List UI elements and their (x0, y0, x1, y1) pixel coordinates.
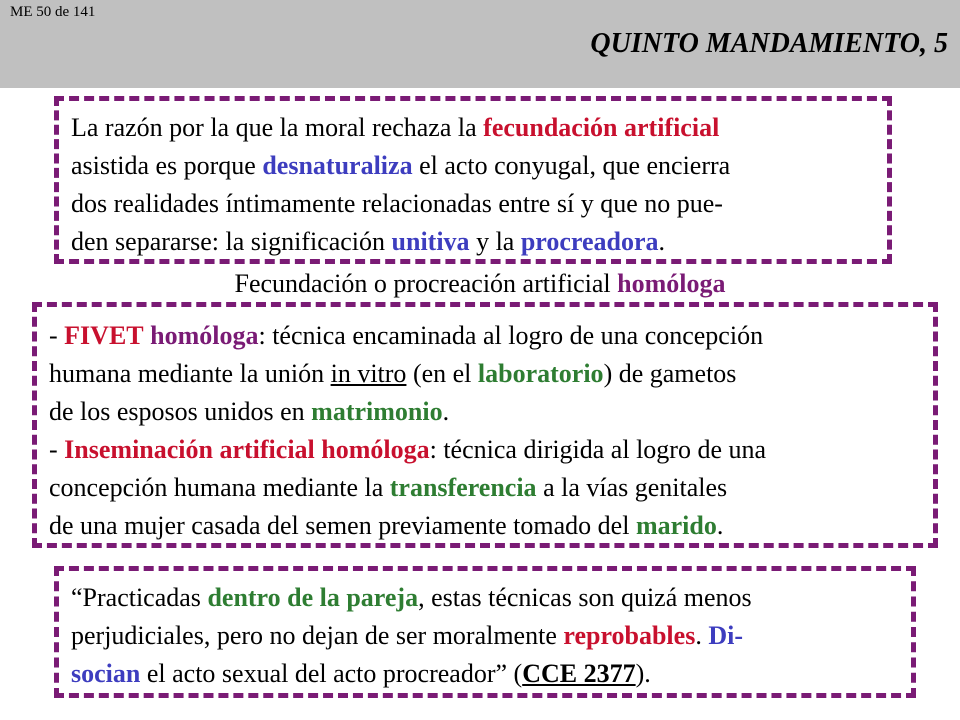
quote-box (54, 566, 916, 698)
term-marido: marido (635, 511, 717, 540)
text-line (71, 109, 887, 147)
techniques-box (32, 302, 938, 548)
text: La razón por la que la moral rechaza la (71, 113, 484, 142)
term-inseminacion-artificial: Inseminación artificial homóloga (64, 435, 430, 464)
text: : técnica encaminada al logro de una concepción (258, 321, 764, 350)
text-line (71, 223, 887, 261)
text: el acto conyugal, que encierra (412, 151, 731, 180)
term-desnaturaliza: desnaturaliza (262, 151, 413, 180)
text: , estas técnicas son quizá menos (418, 583, 752, 612)
term-fecundacion-artificial: fecundación artificial (483, 113, 720, 142)
term-dentro-de-la-pareja: dentro de la pareja (207, 583, 419, 612)
text: den separarse: la significación (71, 227, 392, 256)
text-line (49, 507, 933, 545)
term-laboratorio: laboratorio (477, 359, 604, 388)
text: el acto sexual del acto procreador” ( (140, 659, 523, 688)
text-line (49, 355, 933, 393)
term-disocian-start: Di- (708, 621, 743, 650)
text: asistida es porque (71, 151, 263, 180)
section-subtitle (0, 266, 960, 302)
citation-cce-link[interactable]: CCE 2377 (522, 659, 636, 688)
text: “Practicadas (71, 583, 208, 612)
text: . (442, 397, 450, 426)
quote-text (71, 579, 911, 693)
text: - (49, 321, 65, 350)
slide-title: QUINTO MANDAMIENTO, 5 (590, 28, 948, 59)
definition-box (54, 96, 892, 264)
text: ) de gametos (603, 359, 737, 388)
term-unitiva: unitiva (391, 227, 470, 256)
text-line (71, 617, 911, 655)
slide-counter: ME 50 de 141 (10, 4, 96, 20)
subtitle-text: Fecundación o procreación artificial (234, 269, 618, 298)
text: ). (635, 659, 651, 688)
header-bar (0, 0, 960, 88)
text: a la vías genitales (536, 473, 728, 502)
text-line (49, 393, 933, 431)
text: . (695, 621, 709, 650)
text-line (71, 147, 887, 185)
term-in-vitro: in vitro (330, 359, 407, 388)
text-line (71, 655, 911, 693)
term-reprobables: reprobables (563, 621, 696, 650)
text: perjudiciales, pero no dejan de ser moralmente (71, 621, 564, 650)
term-fivet: FIVET (64, 321, 144, 350)
definition-text (71, 109, 887, 261)
term-transferencia: transferencia (389, 473, 537, 502)
term-homologa: homóloga (150, 321, 259, 350)
text-line: dos realidades íntimamente relacionadas entre sí y que no pue- (71, 189, 723, 218)
text-line (49, 469, 933, 507)
term-disocian-end: socian (71, 659, 141, 688)
text: concepción humana mediante la (49, 473, 390, 502)
text: de una mujer casada del semen previamente tomado del (49, 511, 636, 540)
techniques-text (49, 317, 933, 545)
text-line (49, 317, 933, 355)
text: : técnica dirigida al logro de una (429, 435, 767, 464)
text: (en el (406, 359, 478, 388)
text-line (71, 579, 911, 617)
text: - (49, 435, 65, 464)
term-procreadora: procreadora (520, 227, 659, 256)
text-line (49, 431, 933, 469)
text: de los esposos unidos en (49, 397, 312, 426)
term-matrimonio: matrimonio (311, 397, 443, 426)
text: . (716, 511, 724, 540)
text: y la (469, 227, 521, 256)
subtitle-term-homologa: homóloga (617, 269, 726, 298)
text: humana mediante la unión (49, 359, 331, 388)
text: . (658, 227, 666, 256)
